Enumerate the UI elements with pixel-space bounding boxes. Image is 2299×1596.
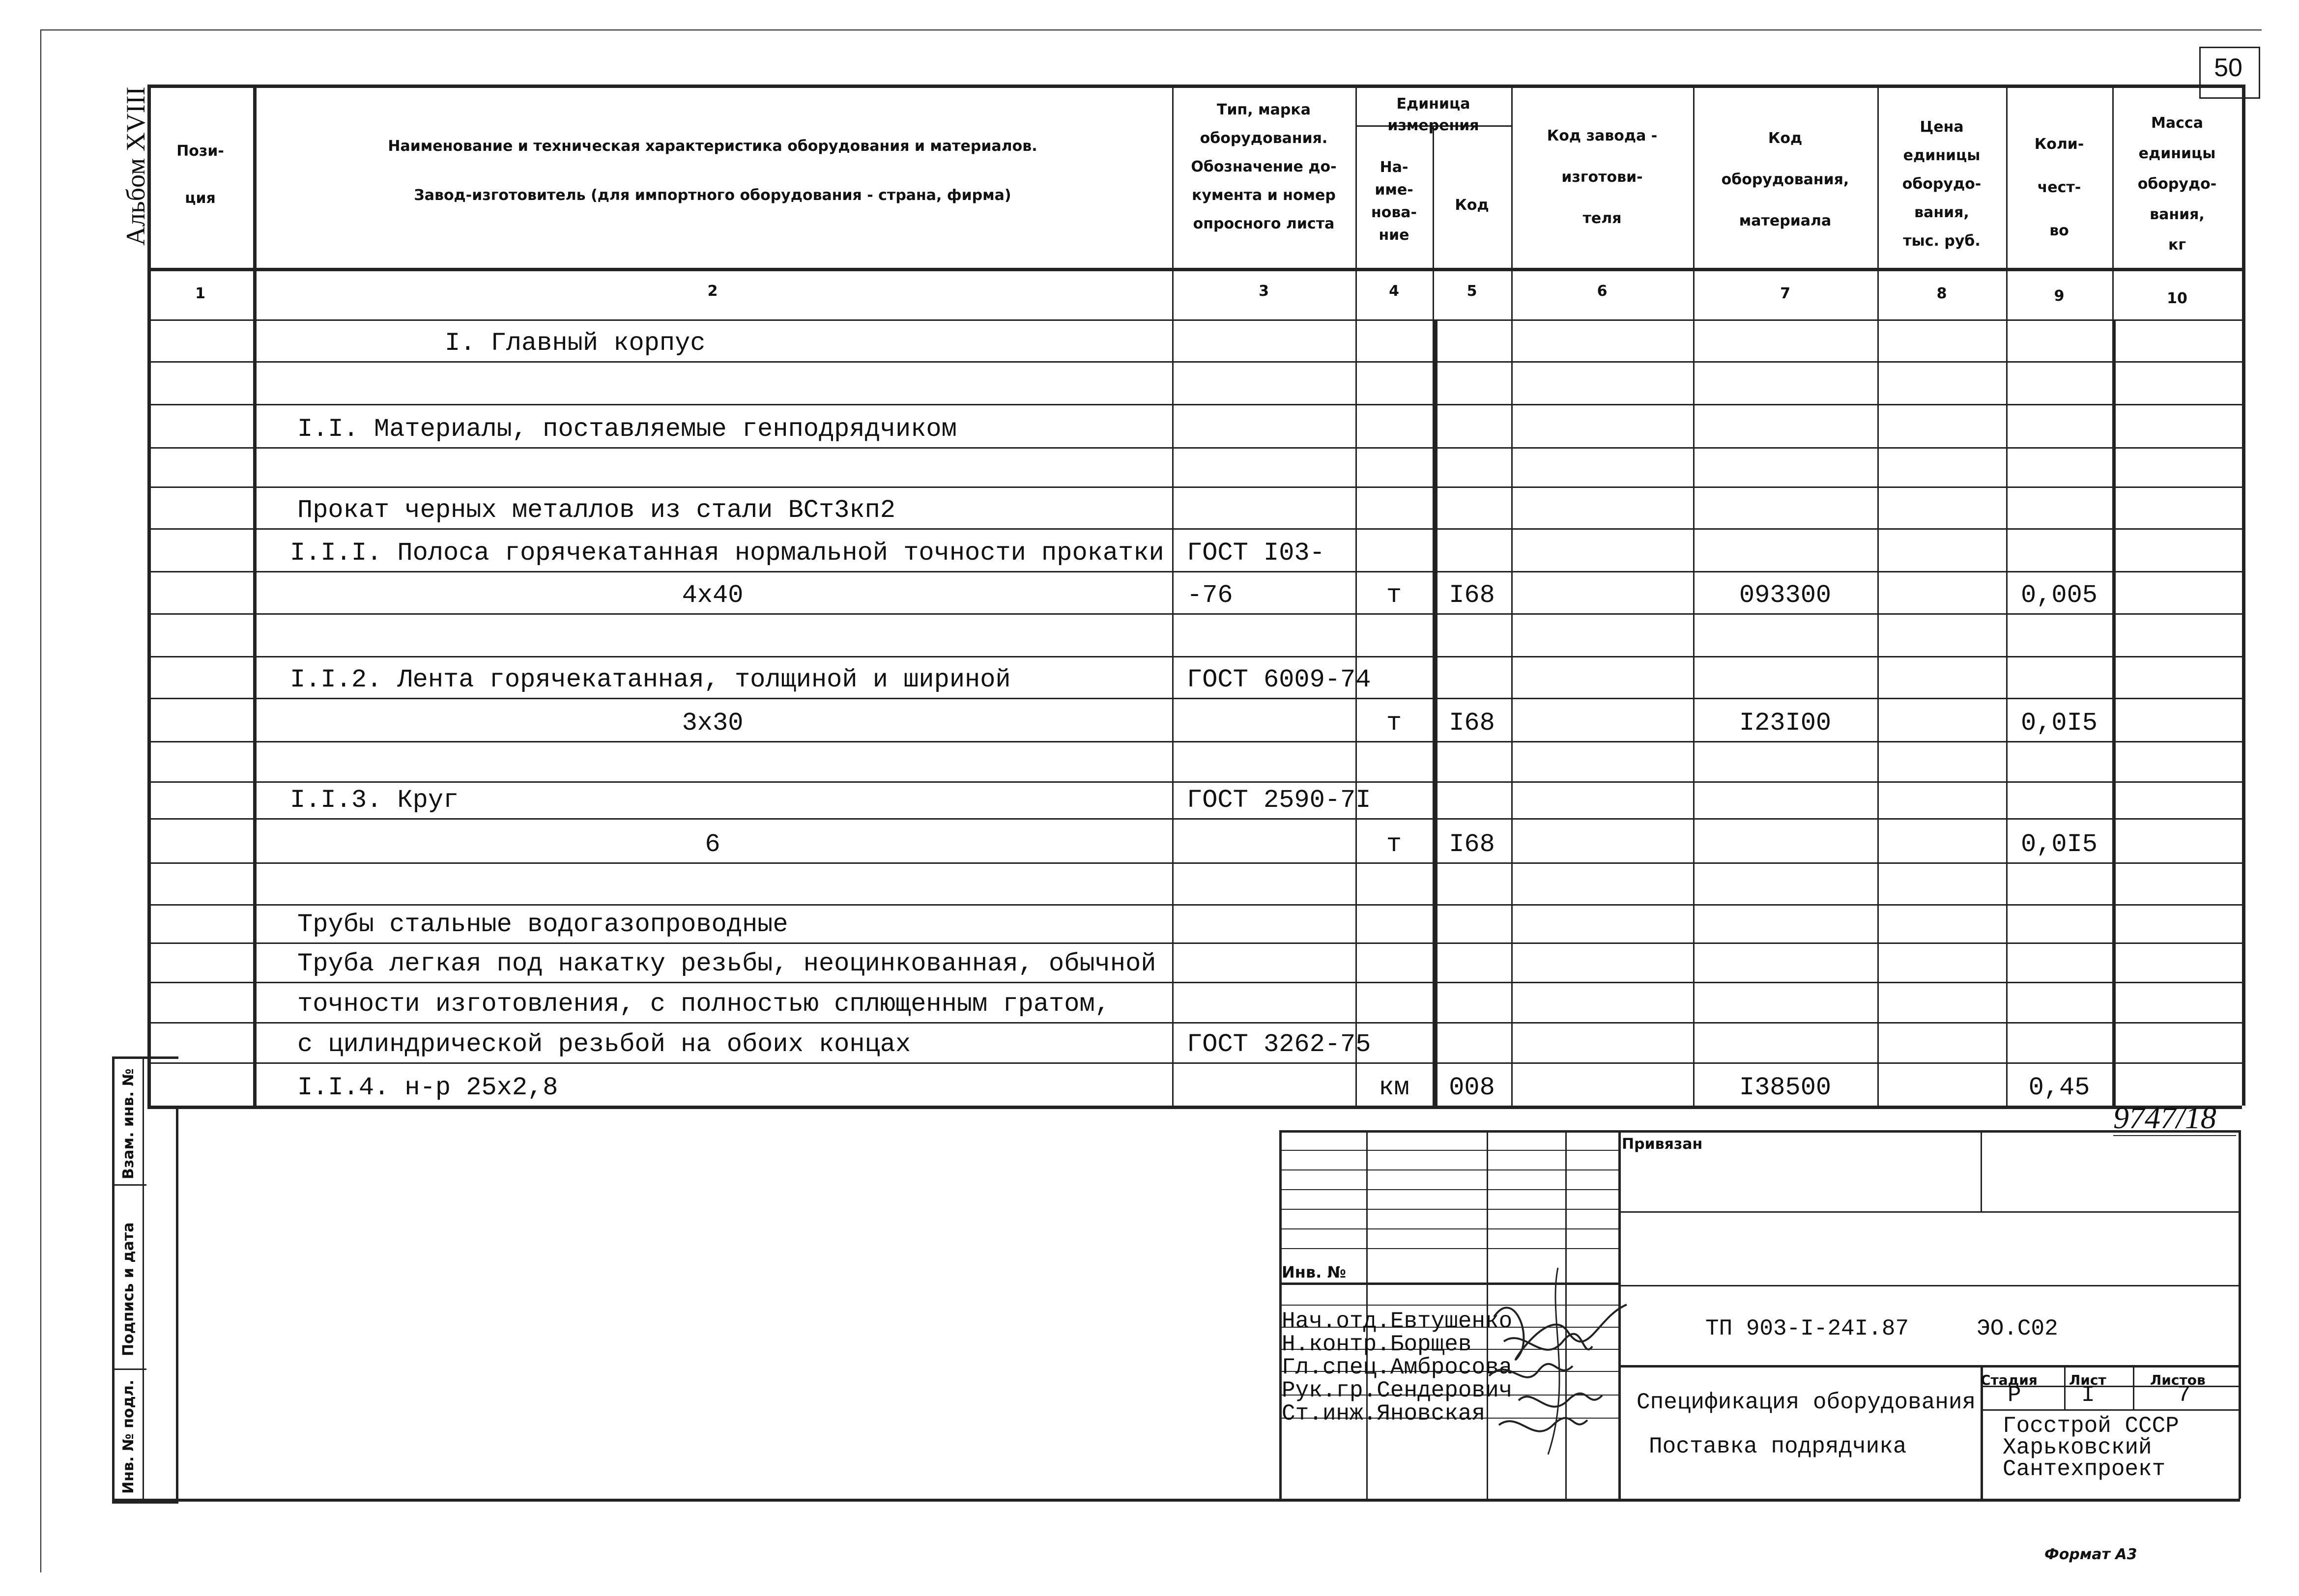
page-number: 50	[2214, 54, 2242, 82]
col-number-6: 6	[1597, 283, 1608, 300]
stamp-sheet: I	[2081, 1382, 2095, 1408]
header-type: Тип, марка оборудования. Обозначение до- кумента и номер опросного листа	[1191, 101, 1337, 232]
row-19-c2: I.I.4. н-р 25х2,8	[297, 1073, 558, 1102]
stamp-title-2: Поставка подрядчика	[1649, 1434, 1907, 1459]
row-13-c5: I68	[1449, 830, 1495, 859]
header-position: Пози- ция	[176, 142, 224, 207]
row-19-c4: км	[1379, 1073, 1409, 1102]
row-19-c5: 008	[1449, 1073, 1495, 1102]
stamp-stage-label: Стадия	[1981, 1372, 2038, 1388]
col-number-1: 1	[195, 285, 205, 302]
header-name-line1: Наименование и техническая характеристика оборудования и материалов.	[388, 138, 1037, 155]
row-7-c9: 0,005	[2020, 581, 2098, 610]
header-unit: Единица измерения	[1387, 95, 1479, 134]
header-name-line2: Завод-изготовитель (для импортного оборудования - страна, фирма)	[414, 187, 1011, 204]
row-6-c3: ГОСТ I03-	[1187, 539, 1325, 568]
row-10-c9: 0,0I5	[2020, 709, 2098, 738]
col-number-5: 5	[1466, 283, 1477, 300]
stamp-person-2: Н.контр.Борщев	[1282, 1332, 1472, 1357]
format-label: Формат А3	[2044, 1546, 2137, 1563]
row-9-c2: I.I.2. Лента горячекатанная, толщиной и шириной	[290, 665, 1011, 694]
stamp-inv-no: Инв. №	[1282, 1263, 1346, 1282]
stamp-organization: Госстрой СССР Харьковский Сантехпроект	[2003, 1413, 2179, 1482]
row-18-c3: ГОСТ 3262-75	[1187, 1030, 1371, 1059]
stamp-sheets: 7	[2177, 1382, 2191, 1408]
row-13-c9: 0,0I5	[2020, 830, 2098, 859]
col-number-2: 2	[707, 283, 718, 300]
col-number-3: 3	[1259, 283, 1269, 300]
col-number-7: 7	[1780, 285, 1790, 302]
row-18-c2: с цилиндрической резьбой на обоих концах	[297, 1030, 911, 1059]
stamp-person-5: Ст.инж.Яновская	[1282, 1401, 1486, 1426]
row-12-c2: I.I.3. Круг	[290, 786, 459, 815]
row-17-c2: точности изготовления, с полностью сплющенным гратом,	[297, 990, 1110, 1019]
stamp-title-1: Спецификация оборудования	[1637, 1390, 1976, 1415]
album-label: Альбом XVIII	[121, 86, 150, 246]
margin-vzam: Взам. инв. №	[120, 1068, 137, 1179]
row-16-c2: Труба легкая под накатку резьбы, неоцинкованная, обычной	[297, 949, 1156, 978]
header-equipment-code: Код оборудования, материала	[1721, 130, 1849, 229]
row-5-c2: Прокат черных металлов из стали ВСт3кп2	[297, 496, 895, 525]
row-7-c3: -76	[1187, 581, 1233, 610]
row-15-c2: Трубы стальные водогазопроводные	[297, 910, 788, 939]
row-13-c2: 6	[705, 830, 720, 859]
row-7-c5: I68	[1449, 581, 1495, 610]
margin-signature-date: Подпись и дата	[120, 1222, 137, 1356]
col-number-8: 8	[1936, 285, 1947, 302]
row-12-c3: ГОСТ 2590-7I	[1187, 786, 1371, 815]
row-7-c4: т	[1386, 581, 1402, 610]
row-7-c7: 093300	[1739, 581, 1832, 610]
row-1-c2: I. Главный корпус	[445, 329, 706, 358]
stamp-sheets-label: Листов	[2150, 1372, 2206, 1388]
row-7-c2: 4х40	[682, 581, 744, 610]
stamp-person-3: Гл.спец.Амбросова	[1282, 1355, 1513, 1380]
row-3-c2: I.I. Материалы, поставляемые генподрядчиком	[297, 415, 957, 444]
row-6-c2: I.I.I. Полоса горячекатанная нормальной точности прокатки	[290, 539, 1164, 568]
margin-inv-podl: Инв. № подл.	[120, 1379, 137, 1494]
col-number-10: 10	[2167, 290, 2187, 307]
stamp-sheet-label: Лист	[2069, 1372, 2106, 1388]
stamp-privyazan: Привязан	[1622, 1136, 1703, 1153]
header-mass: Масса единицы оборудо- вания, кг	[2137, 114, 2217, 254]
row-13-c4: т	[1386, 830, 1402, 859]
signatures-image	[1474, 1258, 1637, 1469]
stamp-person-4: Рук.гр.Сендерович	[1282, 1378, 1513, 1403]
row-10-c5: I68	[1449, 709, 1495, 738]
header-price: Цена единицы оборудо- вания, тыс. руб.	[1902, 118, 1982, 250]
row-19-c9: 0,45	[2028, 1073, 2090, 1102]
header-quantity: Коли- чест- во	[2034, 136, 2084, 239]
header-factory-code: Код завода - изготови- теля	[1547, 127, 1658, 227]
header-unit-name: На- име- нова- ние	[1371, 159, 1417, 244]
col-number-4: 4	[1389, 283, 1399, 300]
inventory-number: 9747/18	[2113, 1100, 2216, 1135]
row-10-c2: 3х30	[682, 709, 744, 738]
stamp-person-1: Нач.отд.Евтушенко	[1282, 1309, 1513, 1334]
row-9-c3: ГОСТ 6009-74	[1187, 665, 1371, 694]
col-number-9: 9	[2054, 287, 2065, 305]
row-10-c4: т	[1386, 709, 1402, 738]
header-unit-code: Код	[1455, 197, 1489, 214]
stamp-stage: Р	[2008, 1382, 2021, 1408]
row-19-c7: I38500	[1739, 1073, 1832, 1102]
stamp-designation: ТП 903-I-24I.87 ЭО.С02	[1705, 1316, 2058, 1341]
row-10-c7: I23I00	[1739, 709, 1832, 738]
